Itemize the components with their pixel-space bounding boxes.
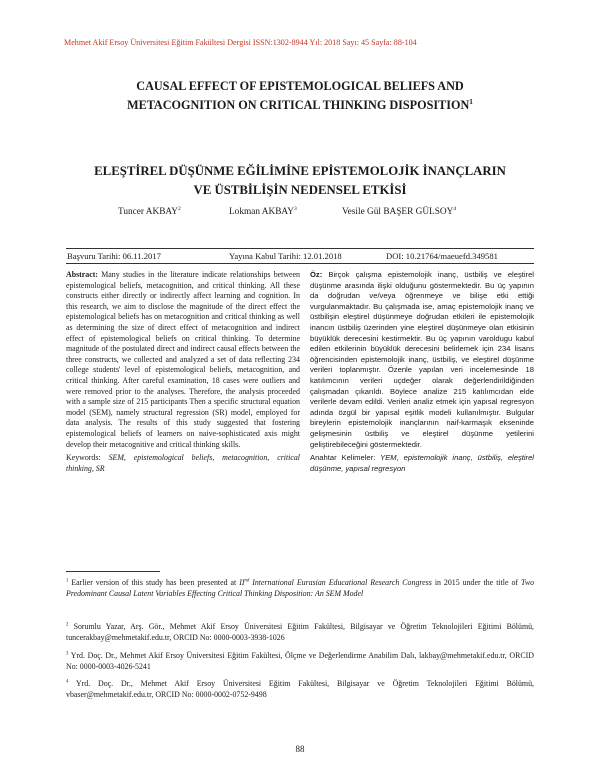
author-1-name: Tuncer AKBAY [118, 207, 179, 217]
footnote-1-pre: Earlier version of this study has been presented at [71, 578, 237, 587]
footnote-1-ordinal-text: II [239, 578, 245, 587]
footnote-3 [66, 650, 534, 672]
footnote-1-conference: International Eurasian Educational Research Congress [252, 578, 432, 587]
title-footnote-mark: 1 [469, 96, 473, 106]
journal-header: Mehmet Akif Ersoy Üniversitesi Eğitim Fakültesi Dergisi ISSN:1302-8944 Yıl: 2018 Sayı: 45 Sayfa: 88-104 [64, 38, 417, 47]
author-2 [229, 207, 297, 217]
footnote-1 [66, 577, 534, 599]
english-title [40, 77, 560, 115]
author-2-mark: 3 [294, 205, 297, 212]
keywords-text: SEM, epistemological beliefs, metacognition, critical thinking, SR [66, 453, 300, 473]
footnote-1-mark: 1 [66, 578, 69, 584]
abstract-text: Many studies in the literature indicate relationships between epistemological beliefs, metacognition, and critical thinking. All these constructs either directly or indirectly affect learning and cognition. In this research, we aim to disclose the magnitude of the direct effect the epistemological beliefs has on metacognition and critical thinking as well as determining the size of direct effect of metacognition and indirect effect of epistemological beliefs on critical thinking. To determine magnitude of the postulated direct and indirect causal effects between the three constructs, we collected and analyzed a set of data reflecting 234 college students' level of epistemological beliefs, metacognition, and critical thinking. After careful examination, 18 cases were outliers and were removed prior to the analyses. Therefore, the analysis proceeded with a sample size of 215 participants Then a specific structural equation model (SEM), namely structural regression (SR) model, employed for data analysis. The results of this study suggested that fostering epistemological beliefs of learners on naive-sophisticated axis might develop their metacognitive and critical thinking skills. [66, 270, 300, 449]
footnote-1-title: Two Predominant Causal Latent Variables Effecting Critical Thinking Disposition: An SEM Model [66, 578, 535, 598]
author-2-name: Lokman AKBAY [229, 207, 294, 217]
abstract-english [66, 270, 300, 474]
keywords-label: Keywords: [66, 453, 101, 463]
footnote-1-ordinal-sup: nd [244, 578, 250, 584]
abstract-turkish [310, 270, 534, 474]
author-3 [342, 207, 456, 217]
keywords-turkish [310, 453, 534, 474]
footnote-2 [66, 621, 534, 643]
anahtar-kelimeler-label: Anahtar Kelimeler: [310, 453, 376, 463]
footnote-4-text: Yrd. Doç. Dr., Mehmet Akif Ersoy Üniversitesi Eğitim Fakültesi, Bilgisayar ve Öğretim Teknolojileri Eğitimi Bölümü, vbaser@mehmetakif.edu.tr, ORCID No: 0000-0002-0752-9498 [66, 679, 534, 699]
doi: DOI: 10.21764/maeuefd.349581 [386, 251, 498, 261]
footnote-2-mark: 2 [66, 622, 69, 628]
footnote-divider [66, 571, 160, 572]
footnote-4-mark: 4 [66, 679, 69, 685]
submission-date: Başvuru Tarihi: 06.11.2017 [67, 251, 161, 261]
footnote-1-ordinal [239, 578, 249, 587]
keywords-english [66, 453, 300, 474]
footnote-4 [66, 678, 534, 700]
turkish-title [40, 162, 560, 200]
acceptance-date: Yayına Kabul Tarihi: 12.01.2018 [229, 251, 342, 261]
author-1 [118, 207, 181, 217]
turkish-title-line1: ELEŞTİREL DÜŞÜNME EĞİLİMİNE EPİSTEMOLOJİK İNANÇLARIN [94, 164, 506, 178]
english-title-line2-text: METACOGNITION ON CRITICAL THINKING DISPOSITION [127, 98, 470, 112]
footnote-3-text: Yrd. Doç. Dr., Mehmet Akif Ersoy Üniversitesi Eğitim Fakültesi, Ölçme ve Değerlendirme Anabilim Dalı, lakbay@mehmetakif.edu.tr, ORCID No: 0000-0003-4026-5241 [66, 651, 534, 671]
oz-text: Birçok çalışma epistemolojik inanç, üstbiliş ve eleştirel düşünme arasında ilişki olduğunu göstermektedir. Bu üç yapının da doğrudan ve/veya öğrenmeye ve bilişe etki ettiği vurgulanmaktadır. Bu çalışmada ise, amaç epistemolojik inanç ve üstbilişin eleştirel düşünmeye doğrudan etkileri ile epistemolojik inancın üstbiliş üzerinden yine eleştirel düşünmeye olan etkisinin büyüklük derecesini kestirmektir. Bu üç yapının varoldugu kabul edilen etkilerinin büyüklük derecesini belirlemek için 234 lisans öğrencisinden epistemolojik inanç, üstbiliş, ve eleştirel düşünme verileri toplanmıştır. Özenle yapılan veri incelemesinde 18 katılımcının verileri uçdeğer olarak değerlendirildiğinden çalışmadan çıkarıldı. Böylece analize 215 katılımcıdan elde verilerle devam edildi. Verileri analiz etmek için yapısal regresyon adında özgül bir yapısal eşitlik modeli kullanılmıştır. Bulgular bireylerin epistemolojik inançlarının naif-karmaşık ekseninde gelişmesinin üstbiliş ve eleştirel düşünme yetilerini geliştirebileceğini göstermektedir. [310, 270, 534, 449]
abstract-label: Abstract: [66, 270, 98, 279]
dates-bar [66, 248, 534, 264]
author-3-mark: 4 [453, 205, 457, 212]
author-1-mark: 2 [178, 205, 181, 212]
page-number: 88 [295, 744, 305, 754]
footnote-3-mark: 3 [66, 651, 69, 657]
author-3-name: Vesile Gül BAŞER GÜLSOY [342, 207, 454, 217]
anahtar-kelimeler-text: YEM, epistemolojik inanç, üstbiliş, eleştirel düşünme, yapısal regresyon [310, 453, 534, 473]
oz-label: Öz: [310, 270, 323, 279]
english-title-line2 [40, 96, 560, 115]
footnote-1-mid: in 2015 under the title of [434, 578, 519, 587]
turkish-title-line2: VE ÜSTBİLİŞİN NEDENSEL ETKİSİ [193, 183, 407, 197]
footnote-2-text: Sorumlu Yazar, Arş. Gör., Mehmet Akif Ersoy Üniversitesi Eğitim Fakültesi, Bilgisayar ve Öğretim Teknolojileri Eğitimi Bölümü, tuncerakbay@mehmetakif.edu.tr, ORCID No: 0000-0003-3938-1026 [66, 622, 534, 642]
english-title-line1: CAUSAL EFFECT OF EPISTEMOLOGICAL BELIEFS AND [136, 79, 464, 93]
